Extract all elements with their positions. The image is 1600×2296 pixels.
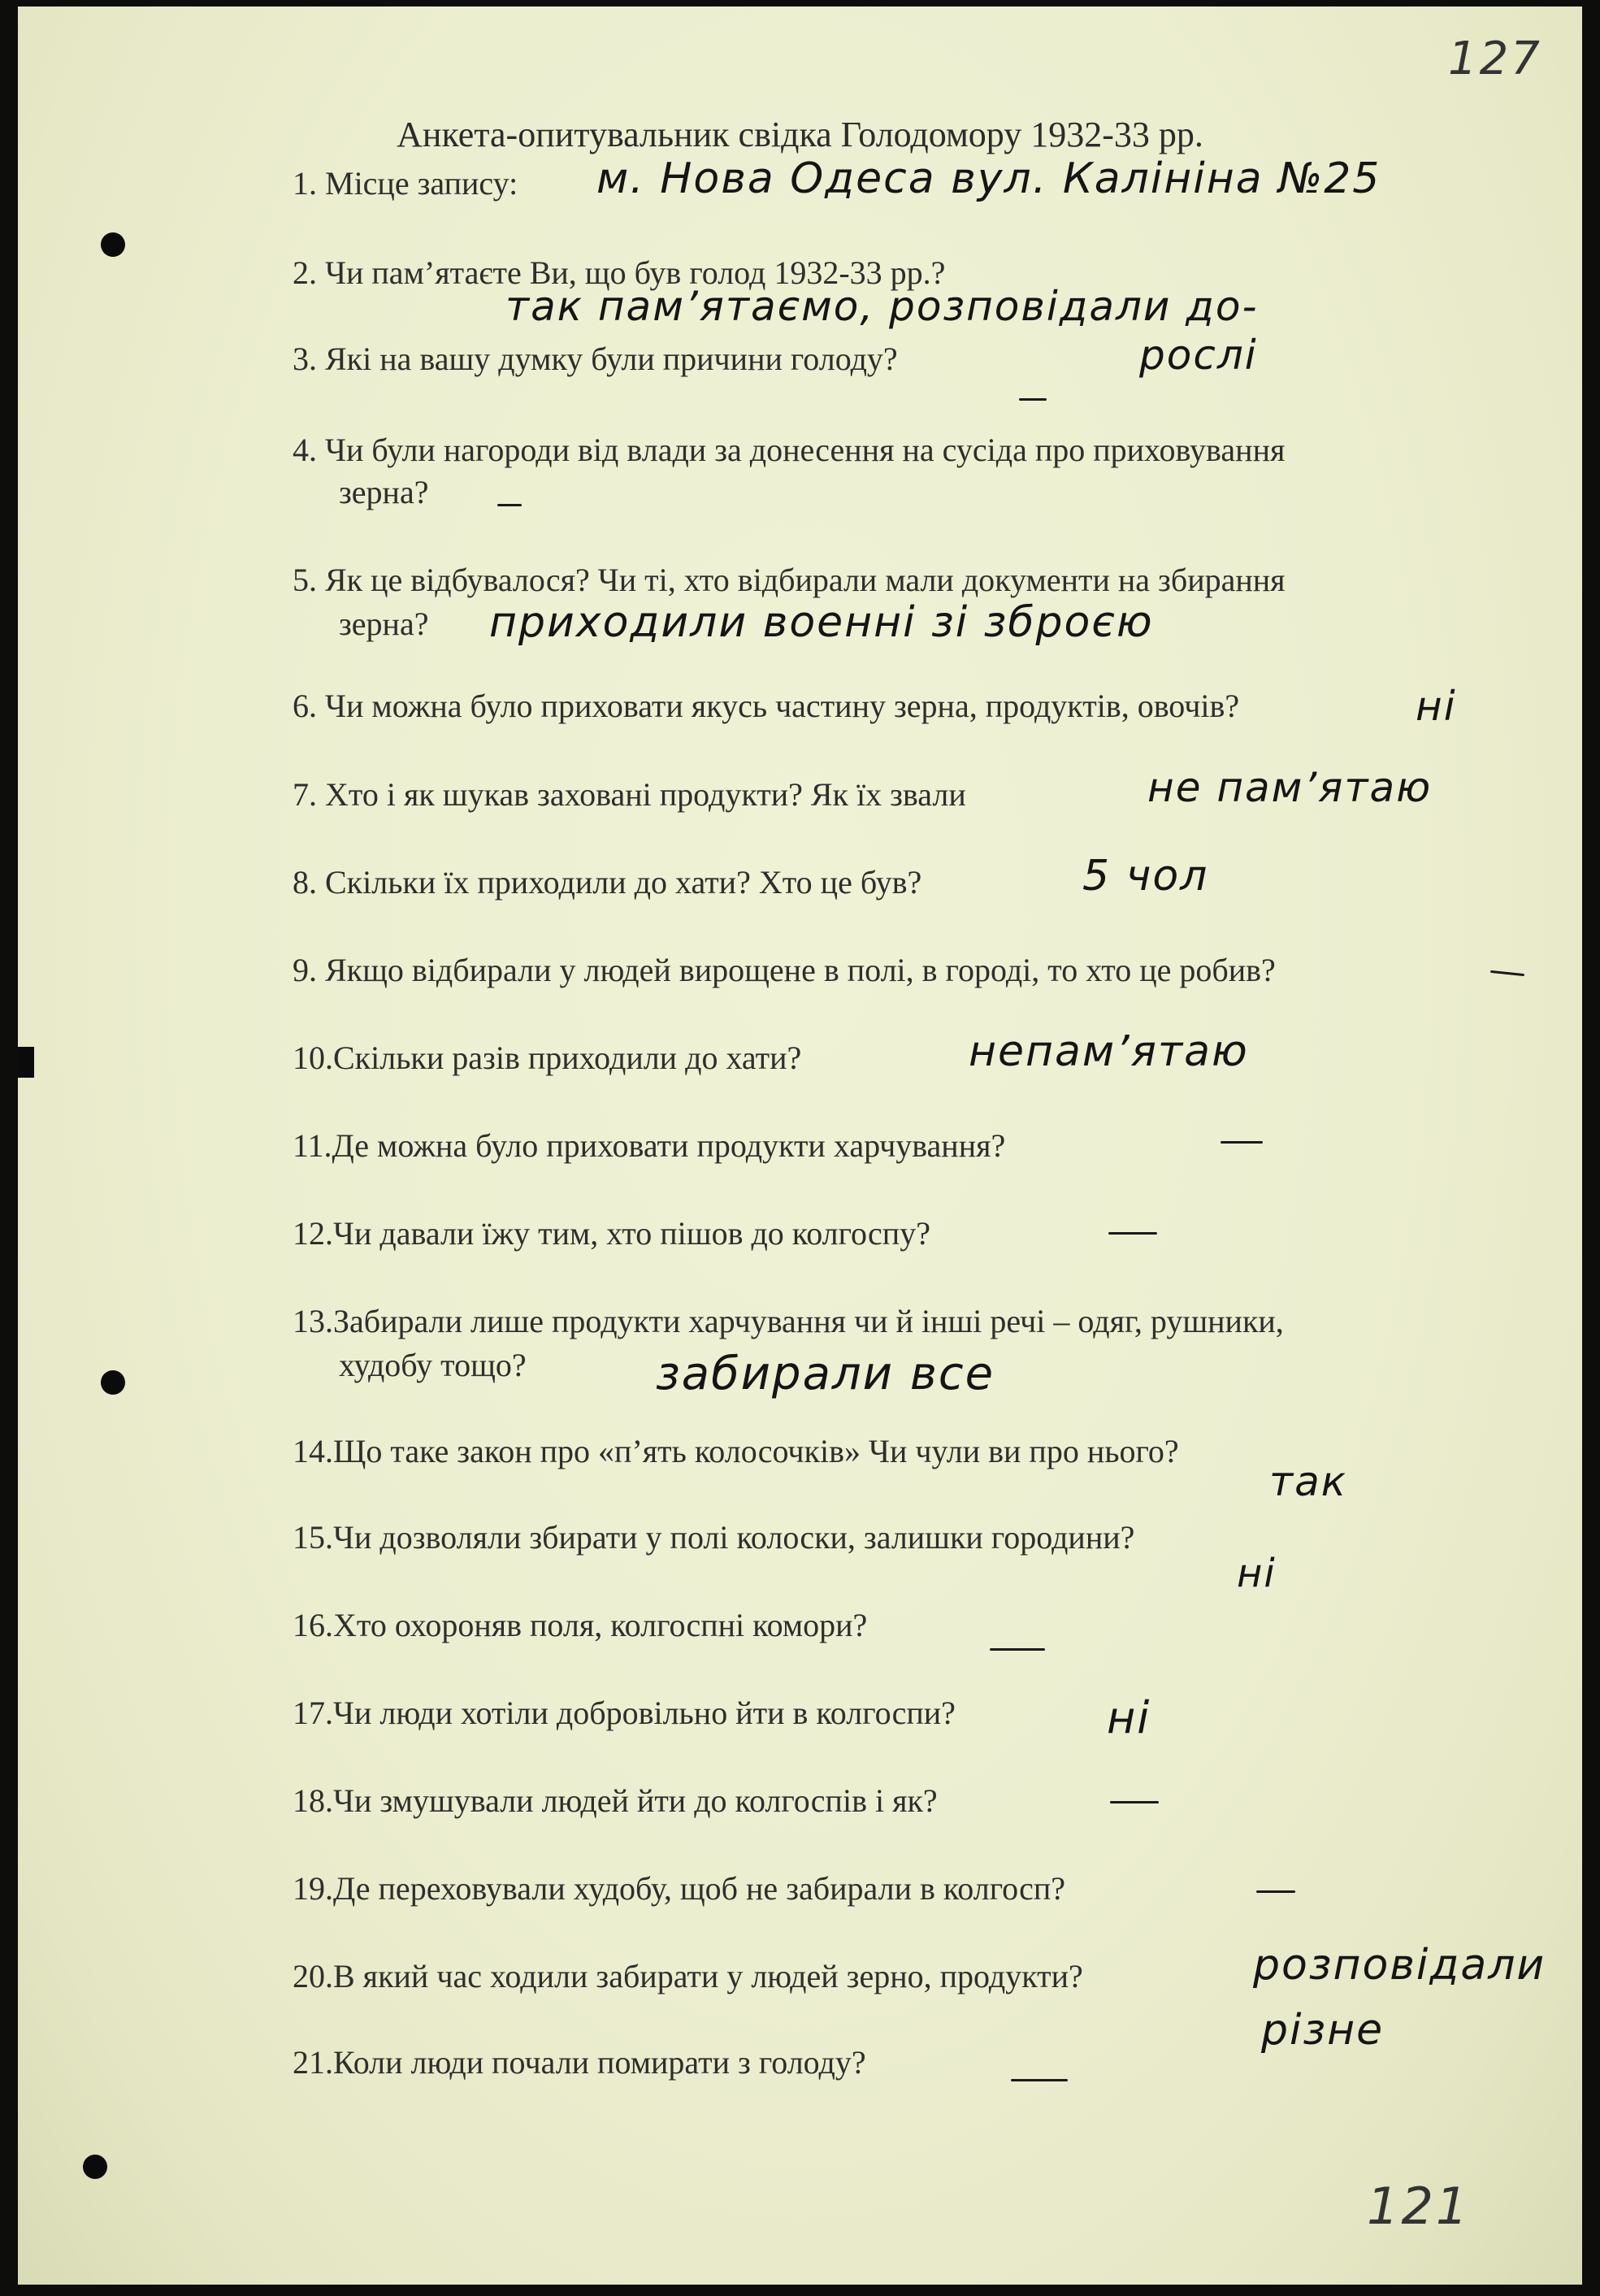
answer-2-line2: рослі	[1139, 332, 1258, 379]
question-18: 18.Чи змушували людей йти до колгоспів і як?	[293, 1782, 938, 1819]
question-13-cont: худобу тощо?	[339, 1347, 527, 1383]
answer-5: приходили военні зі зброєю	[489, 598, 1154, 647]
question-5: 5. Як це відбувалося? Чи ті, хто відбирали мали документи на збирання	[293, 562, 1286, 598]
question-19: 19.Де переховували худобу, щоб не забирали в колгосп?	[293, 1870, 1066, 1907]
question-10: 10.Скільки разів приходили до хати?	[293, 1039, 802, 1076]
answer-8: 5 чол	[1082, 852, 1209, 901]
page-title: Анкета-опитувальник свідка Голодомору 1932-33 рр.	[397, 115, 1203, 154]
answer-3-dash	[1019, 398, 1047, 401]
archive-number-bottom: 121	[1367, 2177, 1471, 2236]
archive-number-top: 127	[1448, 33, 1542, 85]
punch-hole-top	[101, 232, 125, 257]
answer-15: ні	[1237, 1551, 1277, 1596]
question-15: 15.Чи дозволяли збирати у полі колоски, залишки городини?	[293, 1519, 1135, 1556]
answer-14: так	[1269, 1458, 1347, 1505]
answer-17: ні	[1107, 1692, 1151, 1743]
answer-10: непам’ятаю	[969, 1027, 1249, 1076]
answer-4-dash	[497, 504, 522, 506]
question-13: 13.Забирали лише продукти харчування чи й інші речі – одяг, рушники,	[293, 1303, 1284, 1339]
answer-7: не пам’ятаю	[1147, 764, 1433, 811]
question-5-cont: зерна?	[339, 605, 429, 642]
questionnaire-page	[18, 7, 1582, 2285]
answer-12-dash	[1108, 1232, 1157, 1235]
question-3: 3. Які на вашу думку були причини голоду?	[293, 341, 898, 377]
question-16: 16.Хто охороняв поля, колгоспні комори?	[293, 1607, 868, 1643]
answer-18-dash	[1110, 1801, 1159, 1803]
answer-2-line1: так пам’ятаємо, розповідали до-	[505, 283, 1259, 330]
binding-notch	[18, 1047, 34, 1078]
answer-16-dash	[990, 1648, 1045, 1651]
answer-6: ні	[1416, 683, 1457, 730]
punch-hole-middle	[101, 1370, 125, 1395]
question-2: 2. Чи пам’ятаєте Ви, що був голод 1932-33 рр.?	[293, 254, 946, 291]
question-12: 12.Чи давали їжу тим, хто пішов до колгоспу?	[293, 1215, 930, 1252]
question-9: 9. Якщо відбирали у людей вирощене в полі, в городі, то хто це робив?	[293, 952, 1276, 988]
question-1: 1. Місце запису:	[293, 165, 518, 202]
question-11: 11.Де можна було приховати продукти харчування?	[293, 1127, 1006, 1164]
punch-hole-bottom	[83, 2155, 107, 2179]
question-7: 7. Хто і як шукав заховані продукти? Як їх звали	[293, 776, 966, 813]
question-8: 8. Скільки їх приходили до хати? Хто це був?	[293, 864, 922, 901]
question-17: 17.Чи люди хотіли добровільно йти в колгоспи?	[293, 1695, 956, 1731]
answer-19-dash	[1256, 1890, 1295, 1893]
question-21: 21.Коли люди почали помирати з голоду?	[293, 2044, 866, 2081]
question-6: 6. Чи можна було приховати якусь частину зерна, продуктів, овочів?	[293, 688, 1240, 724]
question-14: 14.Що таке закон про «п’ять колосочків» Чи чули ви про нього?	[293, 1433, 1179, 1469]
answer-1: м. Нова Одеса вул. Калініна №25	[596, 154, 1381, 203]
question-4-cont: зерна?	[339, 474, 429, 510]
answer-11-dash	[1221, 1141, 1263, 1144]
answer-21-dash	[1011, 2079, 1068, 2081]
answer-13: забирали все	[656, 1348, 995, 1400]
answer-20-line2: різне	[1261, 2006, 1385, 2055]
answer-9-dash	[1490, 970, 1524, 976]
answer-20-line1: розповідали	[1253, 1941, 1546, 1990]
question-4: 4. Чи були нагороди від влади за донесення на сусіда про приховування	[293, 432, 1286, 468]
question-20: 20.В який час ходили забирати у людей зерно, продукти?	[293, 1958, 1083, 1994]
